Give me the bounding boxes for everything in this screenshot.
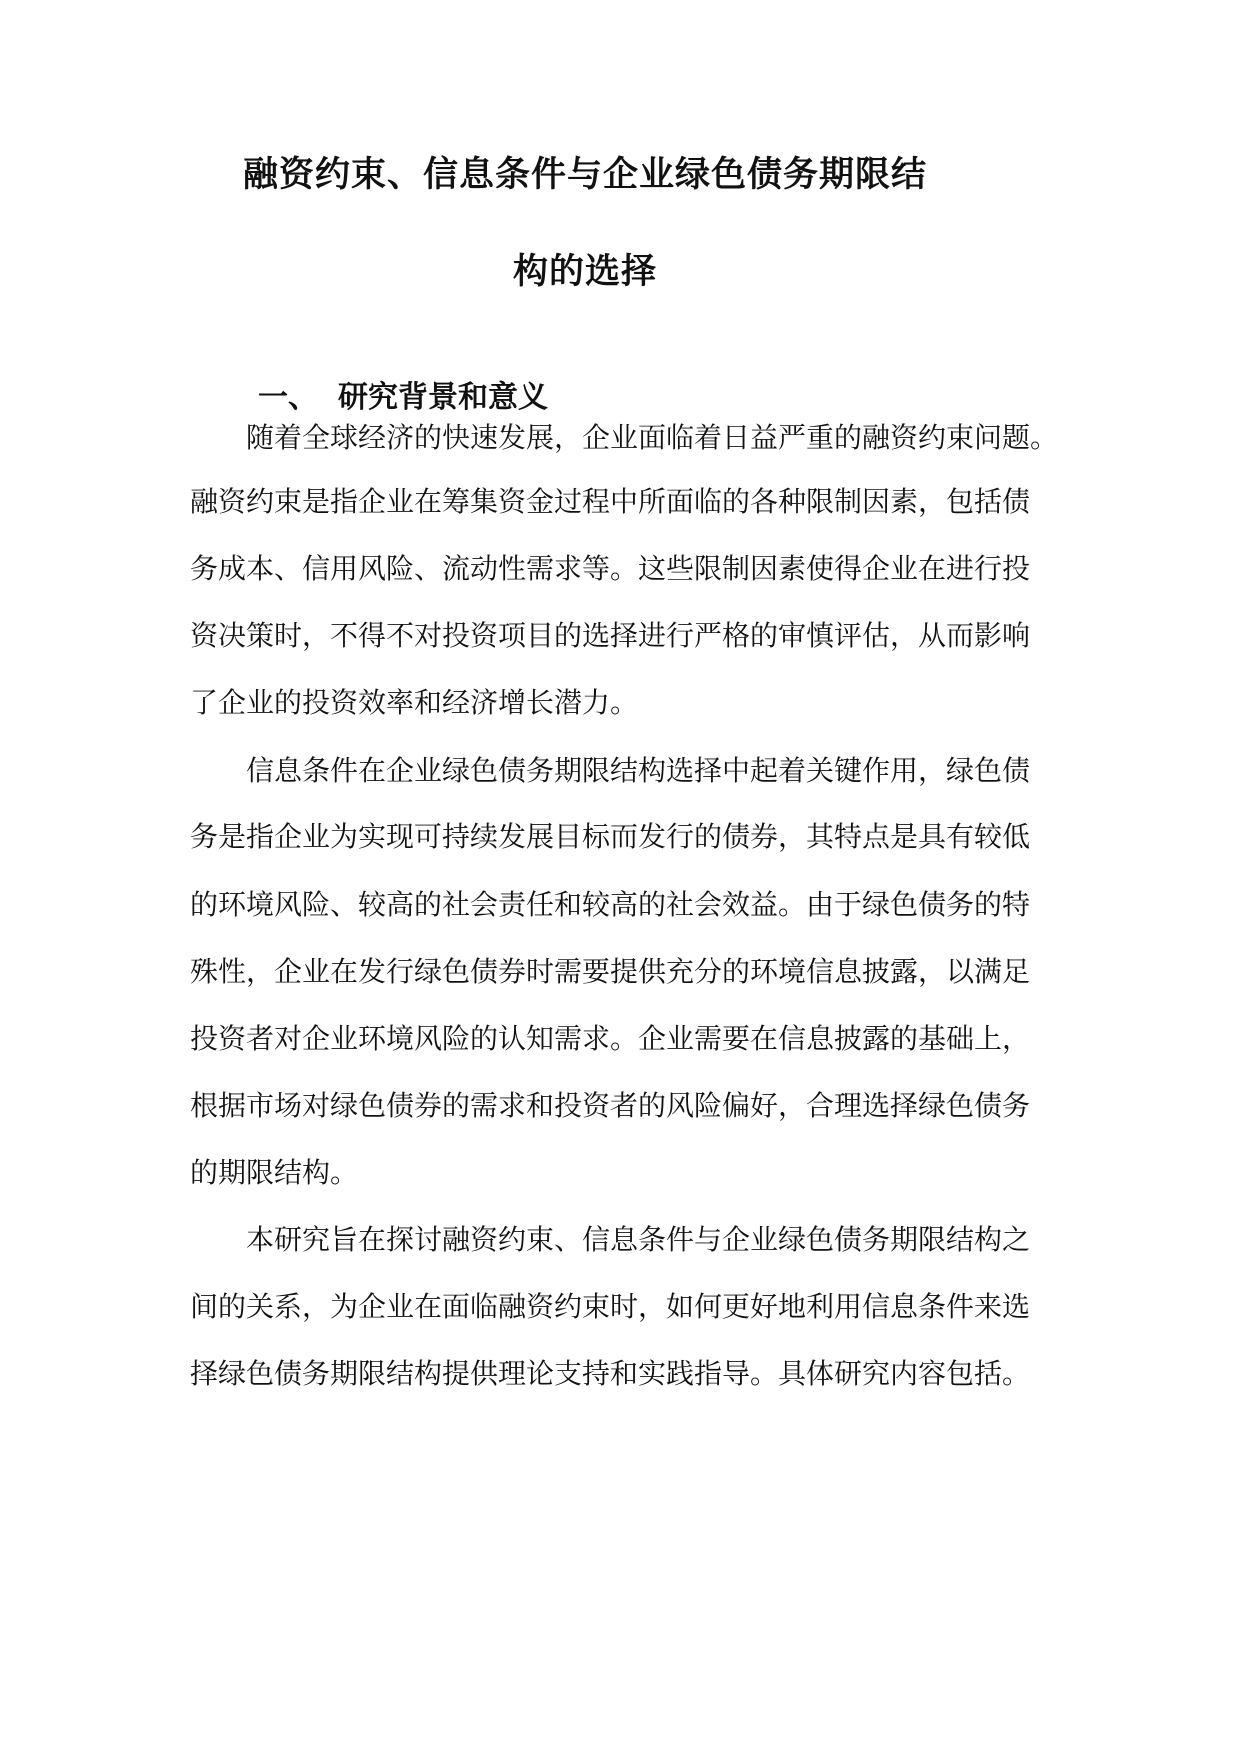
paragraph-1-line-5: 了企业的投资效率和经济增长潜力。 bbox=[190, 686, 639, 719]
paragraph-3-line-2: 间的关系，为企业在面临融资约束时，如何更好地利用信息条件来选 bbox=[190, 1290, 1031, 1323]
paragraph-2-line-4: 殊性，企业在发行绿色债券时需要提供充分的环境信息披露，以满足 bbox=[190, 955, 1031, 988]
document-title-line-2: 构的选择 bbox=[512, 252, 657, 292]
paragraph-2-line-7: 的期限结构。 bbox=[190, 1156, 359, 1189]
paragraph-2-line-1: 信息条件在企业绿色债务期限结构选择中起着关键作用，绿色债 bbox=[246, 754, 1031, 787]
paragraph-1-line-4: 资决策时，不得不对投资项目的选择进行严格的审慎评估，从而影响 bbox=[190, 619, 1031, 652]
paragraph-2-line-2: 务是指企业为实现可持续发展目标而发行的债券，其特点是具有较低 bbox=[190, 820, 1031, 853]
section-title: 研究背景和意义 bbox=[338, 380, 548, 415]
paragraph-1-line-3: 务成本、信用风险、流动性需求等。这些限制因素使得企业在进行投 bbox=[190, 552, 1031, 585]
paragraph-3-line-3: 择绿色债务期限结构提供理论支持和实践指导。具体研究内容包括。 bbox=[190, 1357, 1031, 1390]
paragraph-3-line-1: 本研究旨在探讨融资约束、信息条件与企业绿色债务期限结构之 bbox=[246, 1223, 1031, 1256]
paragraph-2-line-5: 投资者对企业环境风险的认知需求。企业需要在信息披露的基础上， bbox=[190, 1022, 1031, 1055]
section-heading bbox=[258, 380, 548, 415]
document-title-line-1: 融资约束、信息条件与企业绿色债务期限结 bbox=[242, 155, 927, 195]
paragraph-2-line-3: 的环境风险、较高的社会责任和较高的社会效益。由于绿色债务的特 bbox=[190, 888, 1031, 921]
paragraph-1-line-2: 融资约束是指企业在筹集资金过程中所面临的各种限制因素，包括债 bbox=[190, 485, 1031, 518]
section-number: 一、 bbox=[258, 380, 318, 415]
paragraph-2-line-6: 根据市场对绿色债券的需求和投资者的风险偏好，合理选择绿色债务 bbox=[190, 1089, 1031, 1122]
paragraph-1-line-1: 随着全球经济的快速发展，企业面临着日益严重的融资约束问题。 bbox=[246, 421, 1059, 454]
